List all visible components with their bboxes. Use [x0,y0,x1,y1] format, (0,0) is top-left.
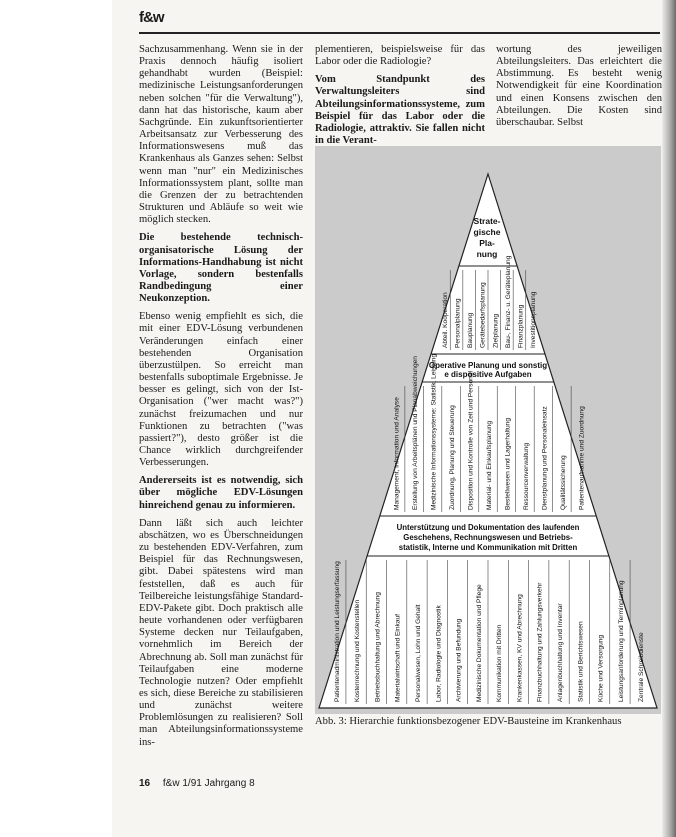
tier-item: Bau-, Finanz- u. Geräteplanung [504,255,512,348]
tier-item: Finanzplanung [517,304,525,348]
tier-item: Statistik und Berichtswesen [577,621,585,702]
tier-item: Materialwirtschaft und Einkauf [394,614,402,702]
page-number: 16 [139,778,151,789]
tier-item: Zuordnung, Planung und Steuerung [449,405,457,510]
apex-label: gische [473,227,501,237]
page-binding-shadow [662,0,676,837]
tier-item: Qualitätssicherung [559,455,567,510]
tier-item: Dienstplanung und Personaleinsatz [541,406,549,510]
tier-item: Medizinische Dokumentation und Pflege [475,584,483,702]
tier-item: Personalplanung [454,298,462,348]
tier-item: Patientenadministration und Leistungserfassung [333,561,341,702]
tier-item: Kostenrechnung und Kostenstellen [354,599,362,702]
text-column-2 [315,44,485,153]
tier-item: Anlagenbuchhaltung und Inventar [557,603,565,702]
paragraph: Ebenso wenig empfiehlt es sich, die mit einer EDV-Lösung verbundenen Veränderungen einfach einer bestehenden Organisation überzustülpen. So erreicht man bestenfalls suboptimale Ergebnisse. Je besser es gelingt, sich von der Ist-Organisation ("wer macht was?") zunächst freizumachen und nur Funktionen zu betrachten ("was passiert?"), desto größer ist die Chance wirklich durchgreifender Verbesserungen. [139,311,303,469]
page-footer [139,778,255,789]
text-column-3 [496,44,662,135]
tier-item: Erstellung von Arbeitsplänen und Planabweichungen [412,356,420,510]
header-rule [139,32,660,34]
band-2-label-line: Operative Planung und sonstig [428,361,548,370]
tier-item: Betriebsbuchhaltung und Abrechnung [374,592,382,702]
apex-label: nung [476,249,498,259]
tier-item: Krankenkassen, KV und Abrechnung [516,594,524,702]
page-gutter [0,0,112,837]
tier-item: Kommunikation mit Dritten [496,624,504,702]
tier-item: Material- und Einkaufsplanung [486,420,493,510]
tier-item: Finanzbuchhaltung und Zahlungsverkehr [536,582,544,702]
tier-item: Archivierung und Befundung [455,618,463,702]
tier-item: Personalwesen, Lohn und Gehalt [414,604,422,702]
paragraph: Vom Standpunkt des Verwaltungsleiters sind Abteilungsinformationssysteme, zum Beispiel für das Labor oder die Radiologie, attraktiv. Sie fallen nicht in die Verant- [315,74,485,147]
tier-item: Disposition und Kontrolle von Zeit und Personal [467,371,475,510]
magazine-logo: f&w [139,9,164,26]
tier-item: Investitionsplanung [530,291,538,348]
tier-item: Bestellwesen und Lagerhaltung [504,417,512,510]
paragraph: Sachzusammenhang. Wenn sie in der Praxis dennoch häufig isoliert gehandhabt wurden (Beispiel: medizinische Leistungsanforderungen neben solchen "für die Verwaltung"), dann hat das historische, kaum aber Sachgründe. Ein zukunftsorientierter Arbeitsansatz zur Verbesserung des Informationswesens muß das Krankenhaus als Ganzes sehen: Selbst wenn man "nur" ein Medizinisches Informationssystem plant, sollte man die Grenzen der zu betrachtenden Strukturen und Abläufe so weit wie möglich stecken. [139,44,303,226]
figure-pyramid [315,146,661,714]
tier-item: Leistungsanforderung und Terminplanung [617,580,625,702]
band-3-label-line: Geschehens, Rechnungswesen und Betriebs- [403,533,573,542]
tier-item: Küche und Versorgung [597,634,605,702]
figure-caption: Abb. 3: Hierarchie funktionsbezogener EDV-Bausteine im Krankenhaus [315,716,622,727]
apex-label: Strate- [473,216,501,226]
paragraph: Andererseits ist es notwendig, sich über mögliche EDV-Lösungen hinreichend genau zu informieren. [139,475,303,511]
apex-label: Pla- [479,238,495,248]
tier-item: Zentrale Schreibdienste [638,632,646,702]
tier-item: Medizinische Informationssysteme: Statistik, Leistung [430,353,438,510]
tier-item: Gerätebedarfsplanung [479,282,487,348]
paragraph: Die bestehende technisch-organisatorische Lösung der Informations-Handhabung ist nicht Vorlage, sondern bestenfalls Randbedingung einer Neukonzeption. [139,232,303,305]
paragraph: Dann läßt sich auch leichter abschätzen, wo es Überschneidungen zu bestehenden EDV-Verfahren, zum Beispiel für das Rechnungswesen, gibt. Dabei spätestens wird man feststellen, daß es auch für Teilbereiche leistungsfähige Standard-EDV-Pakete gibt. Doch praktisch alle heute vorhandenen oder verfügbaren Systeme decken nur Teilaufgaben, vornehmlich im Bereich der Abrechnung ab. Soll man zunächst für Teilaufgaben eine moderne Technologie nutzen? Oder empfiehlt es sich, diese Bereiche zu stabilisieren und zunächst weitere Problemlösungen zu realisieren? Soll man Abteilungsinformationssysteme ins- [139,517,303,748]
tier-item: Abteil. Kooperation [441,292,449,348]
magazine-issue: f&w 1/91 Jahrgang 8 [162,778,255,789]
band-3-label-line: Unterstützung und Dokumentation des laufenden [396,523,580,532]
band-2-label-line: e dispositive Aufgaben [444,370,532,379]
paragraph: wortung des jeweiligen Abteilungsleiters. Das erleichtert die Abstimmung. Es besteht wenig Notwendigkeit für eine Koordination und einen Konsens zwischen den Abteilungen. Die Kosten sind überschaubar. Selbst [496,44,662,128]
text-column-1 [139,44,303,755]
tier-item: Management, Information und Analyse [393,397,401,510]
band-3-label-line: statistik, Interne und Kommunikation mit Dritten [398,543,578,552]
tier-item: Labor, Radiologie und Diagnostik [435,605,443,702]
tier-item: Ressourcenverwaltung [522,442,530,510]
pyramid-diagram [315,146,661,714]
paragraph: plementieren, beispielsweise für das Labor oder die Radiologie? [315,44,485,68]
tier-item: Bauplanung [467,312,475,348]
tier-item: Zielplanung [492,313,500,348]
tier-item: Patientenaufnahme und Zuordnung [578,406,586,510]
